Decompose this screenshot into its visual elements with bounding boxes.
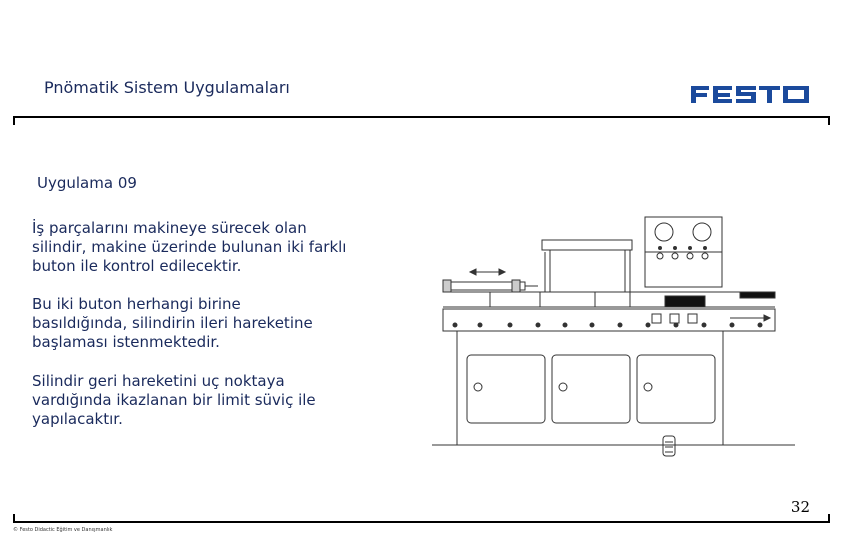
paragraph-button-press: Bu iki buton herhangi birine basıldığında, silindirin ileri hareketine başlaması istenmektedir.	[32, 295, 313, 351]
header-rule-tick-left	[13, 116, 15, 125]
header-rule-tick-right	[828, 116, 830, 125]
header-rule	[13, 116, 830, 118]
paragraph-cylinder-control: İş parçalarını makineye sürecek olan silindir, makine üzerinde bulunan iki farklı buton ile kontrol edilecektir.	[32, 219, 347, 275]
page-title: Pnömatik Sistem Uygulamaları	[44, 78, 290, 97]
machine-illustration	[430, 212, 800, 462]
copyright-text: © Festo Didactic Eğitim ve Danışmanlık	[13, 527, 113, 533]
conveyor-machine-illustration-icon	[430, 212, 800, 462]
application-subtitle: Uygulama 09	[37, 174, 137, 192]
page-number: 32	[790, 498, 810, 516]
paragraph-limit-switch: Silindir geri hareketini uç noktaya vardığında ikazlanan bir limit süviç ile yapılacaktır.	[32, 372, 316, 428]
festo-logo	[689, 84, 811, 104]
festo-logo-icon	[689, 84, 811, 104]
footer-rule	[13, 521, 830, 523]
